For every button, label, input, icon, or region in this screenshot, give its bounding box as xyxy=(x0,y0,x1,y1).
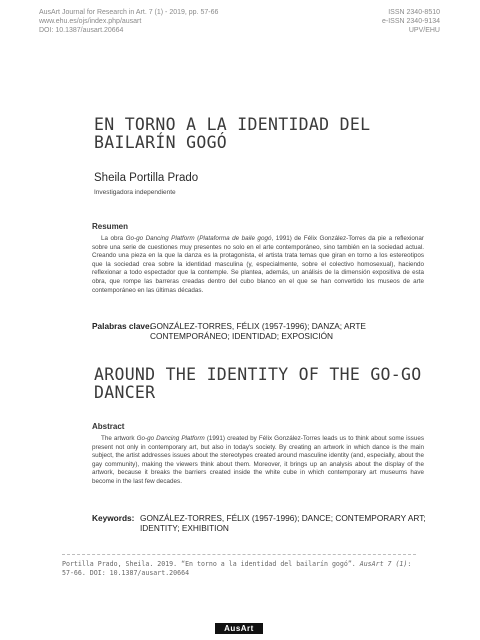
e-issn: e-ISSN 2340-9134 xyxy=(382,18,440,25)
resumen-heading: Resumen xyxy=(92,222,129,231)
article-title-es xyxy=(94,116,424,152)
ausart-logo: AusArt xyxy=(215,623,263,634)
title-es-line-2: BAILARÍN GOGÓ xyxy=(94,133,228,152)
publisher: UPV/EHU xyxy=(408,27,440,34)
issn: ISSN 2340-8510 xyxy=(388,9,440,16)
resumen-text: La obra Go-go Dancing Platform (Plataforma de baile gogó, 1991) de Félix González-Torres da pie a reflexionar sobre una serie de cuestiones muy presentes no solo en el arte contemporáneo, sino también en la sociedad actual. Creando una pieza en la que la danza es la protagonista, el artista trata temas que giran en torno a los estereotipos que la sociedad crea sobre la identidad masculina (y, especialmente, sobre el colectivo homosexual), haciendo reflexionar a todo espectador que la contemple. Se plantea, además, un análisis de la dimensión expositiva de esta obra, que rompe las barreras creadas dentro del cubo blanco en el que se han convertido los museos de arte contemporáneo en las últimas décadas. xyxy=(92,235,425,294)
artwork-title-es: Plataforma de baile gogó xyxy=(199,235,272,242)
abstract-heading: Abstract xyxy=(92,422,125,431)
keywords xyxy=(92,513,428,534)
journal-header-left xyxy=(39,8,218,35)
keywords-label: Keywords: xyxy=(92,513,135,523)
journal-name: AusArt Journal for Research in Art. 7 (1) - 2019, pp. 57-66 xyxy=(39,9,219,16)
title-en-line-2: DANCER xyxy=(94,383,156,402)
abstract-text: The artwork Go-go Dancing Platform (1991) created by Félix González-Torres leads us to think about some issues present not only in contemporary art, but also in today's society. By creating an artwork in which dance is the main subject, the artist addresses issues about the stereotypes created around masculine identity (and, especially, about the gay community), making the viewers think about them. Moreover, it brings up an analysis about the display of the artwork, because it breaks the barriers created inside the white cube in which contemporary art museums have become in the last few decades. xyxy=(92,435,424,485)
journal-url[interactable]: www.ehu.es/ojs/index.php/ausart xyxy=(39,18,142,25)
palabras-clave-text: GONZÁLEZ-TORRES, FÉLIX (1957-1996); DANZA; ARTE CONTEMPORÁNEO; IDENTIDAD; EXPOSICIÓN xyxy=(150,321,366,342)
article-title-en xyxy=(94,366,424,402)
title-es-line-1: EN TORNO A LA IDENTIDAD DEL xyxy=(94,115,371,134)
palabras-clave xyxy=(92,321,428,342)
citation: Portilla Prado, Sheila. 2019. “En torno a la identidad del bailarín gogó”. AusArt 7 (1): 57-66. DOI: 10.1387/ausart.20664 xyxy=(62,560,412,577)
journal-header-right xyxy=(382,8,440,35)
artwork-title: Go-go Dancing Platform xyxy=(125,235,195,242)
author-name: Sheila Portilla Prado xyxy=(94,172,199,184)
citation-divider xyxy=(62,554,416,555)
keywords-text: GONZÁLEZ-TORRES, FÉLIX (1957-1996); DANCE; CONTEMPORARY ART; IDENTITY; EXHIBITION xyxy=(140,513,426,534)
title-en-line-1: AROUND THE IDENTITY OF THE GO-GO xyxy=(94,365,422,384)
palabras-clave-label: Palabras clave: xyxy=(92,321,153,331)
author-affiliation: Investigadora independiente xyxy=(94,189,176,196)
artwork-title-en: Go-go Dancing Platform xyxy=(136,435,205,442)
journal-doi: DOI: 10.1387/ausart.20664 xyxy=(39,27,124,34)
